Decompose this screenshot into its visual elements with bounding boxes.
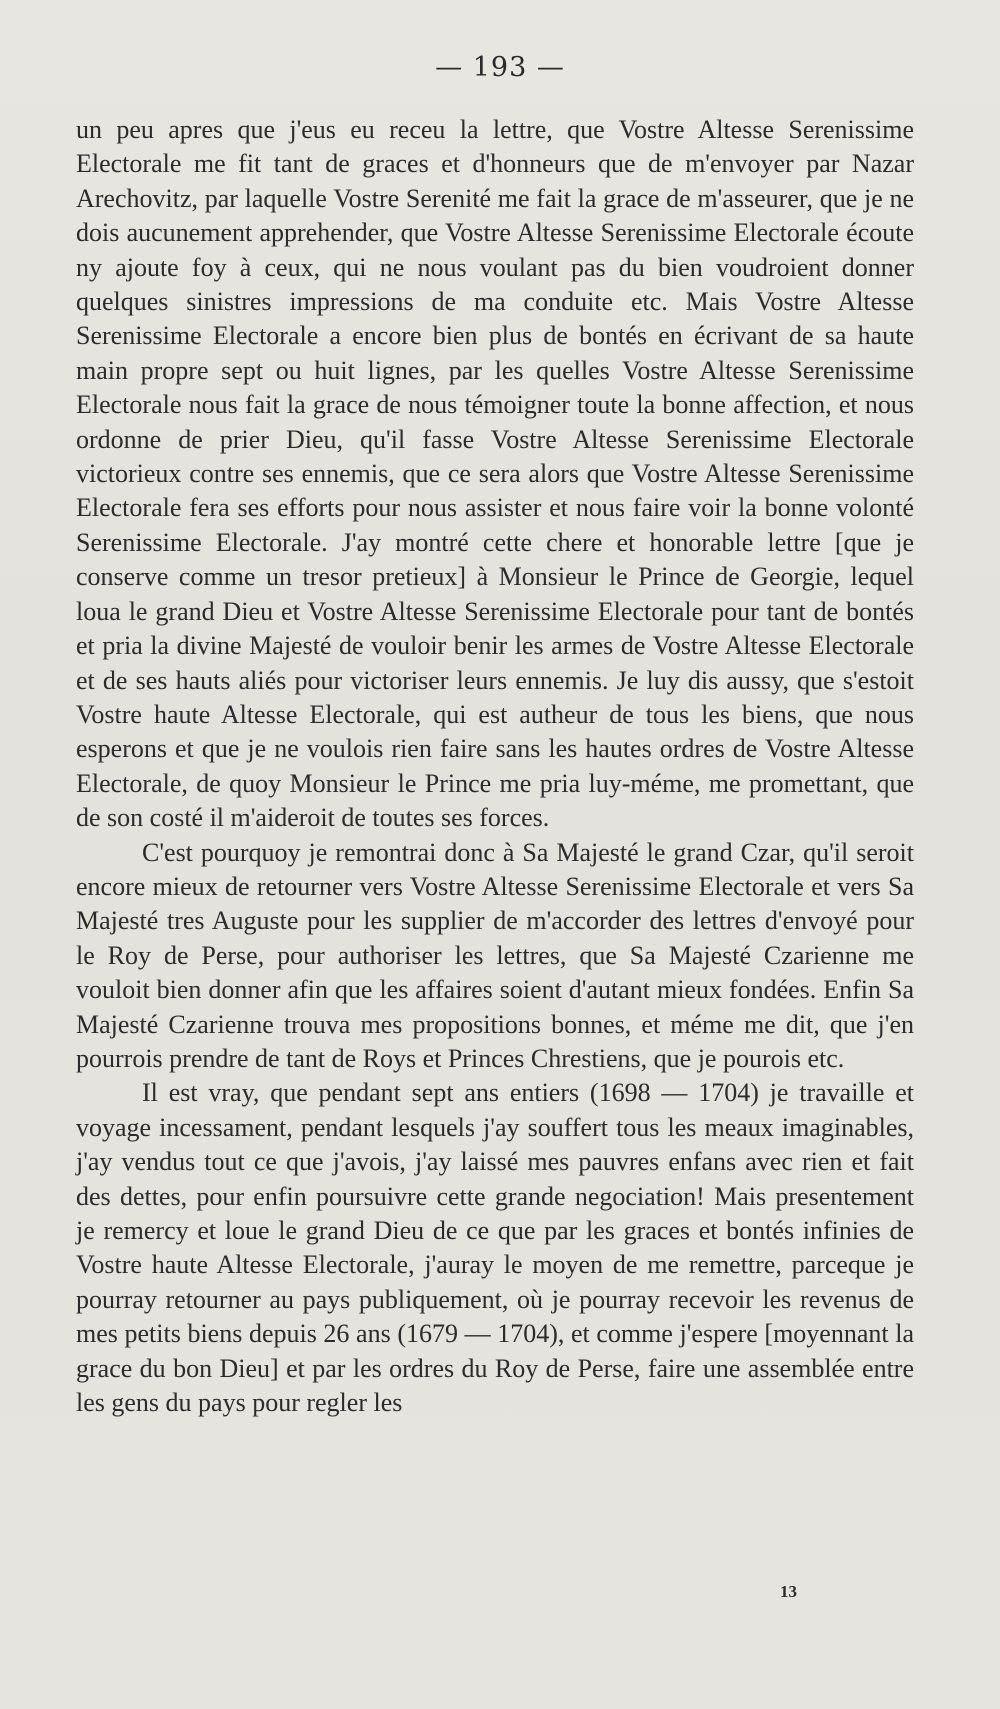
paragraph-2: C'est pourquoy je remontrai donc à Sa Majesté le grand Czar, qu'il seroit encore mieux de retourner vers Vostre Altesse Serenissime Electorale et vers Sa Majesté tres Auguste pour les supplier de m'accorder des lettres d'envoyé pour le Roy de Perse, pour authoriser les lettres, que Sa Majesté Czarienne me vouloit bien donner afin que les affaires soient d'autant mieux fondées. Enfin Sa Majesté Czarienne trouva mes propositions bonnes, et méme me dit, que j'en pourrois prendre de tant de Roys et Princes Chrestiens, que je pourois etc.	[76, 837, 914, 1073]
paragraph-3: Il est vray, que pendant sept ans entiers (1698 — 1704) je travaille et voyage incessament, pendant lesquels j'ay souffert tous les meaux imaginables, j'ay vendus tout ce que j'avois, j'ay laissé mes pauvres enfans avec rien et fait des dettes, pour enfin poursuivre cette grande negociation! Mais presentement je remercy et loue le grand Dieu de ce que par les graces et bontés infinies de Vostre haute Altesse Electorale, j'auray le moyen de me remettre, parceque je pourray retourner au pays publiquement, où je pourray recevoir les revenus de mes petits biens depuis 26 ans (1679 — 1704), et comme j'espere [moyennant la grace du bon Dieu] et par les ordres du Roy de Perse, faire une assemblée entre les gens du pays pour regler les	[76, 1078, 914, 1418]
body-text	[76, 113, 914, 1420]
paragraph-1: un peu apres que j'eus eu receu la lettre, que Vostre Altesse Serenissime Electorale me fit tant de graces et d'honneurs que de m'envoyer par Nazar Arechovitz, par laquelle Vostre Serenité me fait la grace de m'asseurer, que je ne dois aucunement apprehender, que Vostre Altesse Serenissime Electorale écoute ny ajoute foy à ceux, qui ne nous voulant pas du bien voudroient donner quelques sinistres impressions de ma conduite etc. Mais Vostre Altesse Serenissime Electorale a encore bien plus de bontés en écrivant de sa haute main propre sept ou huit lignes, par les quelles Vostre Altesse Serenissime Electorale nous fait la grace de nous témoigner toute la bonne affection, et nous ordonne de prier Dieu, qu'il fasse Vostre Altesse Serenissime Electorale victorieux contre ses ennemis, que ce sera alors que Vostre Altesse Serenissime Electorale fera ses efforts pour nous assister et nous faire voir la bonne volonté Serenissime Electorale. J'ay montré cette chere et honorable lettre [que je conserve comme un tresor pretieux] à Monsieur le Prince de Georgie, lequel loua le grand Dieu et Vostre Altesse Serenissime Electorale pour tant de bontés et pria la divine Majesté de vouloir benir les armes de Vostre Altesse Electorale et de ses hauts aliés pour victoriser leurs ennemis. Je luy dis aussy, que s'estoit Vostre haute Altesse Electorale, qui est autheur de tous les biens, que nous esperons et que je ne voulois rien faire sans les hautes ordres de Vostre Altesse Electorale, de quoy Monsieur le Prince me pria luy-méme, me promettant, que de son costé il m'aideroit de toutes ses forces.	[76, 115, 914, 833]
signature-mark: 13	[780, 1582, 797, 1601]
page-number: — 193 —	[435, 52, 565, 83]
